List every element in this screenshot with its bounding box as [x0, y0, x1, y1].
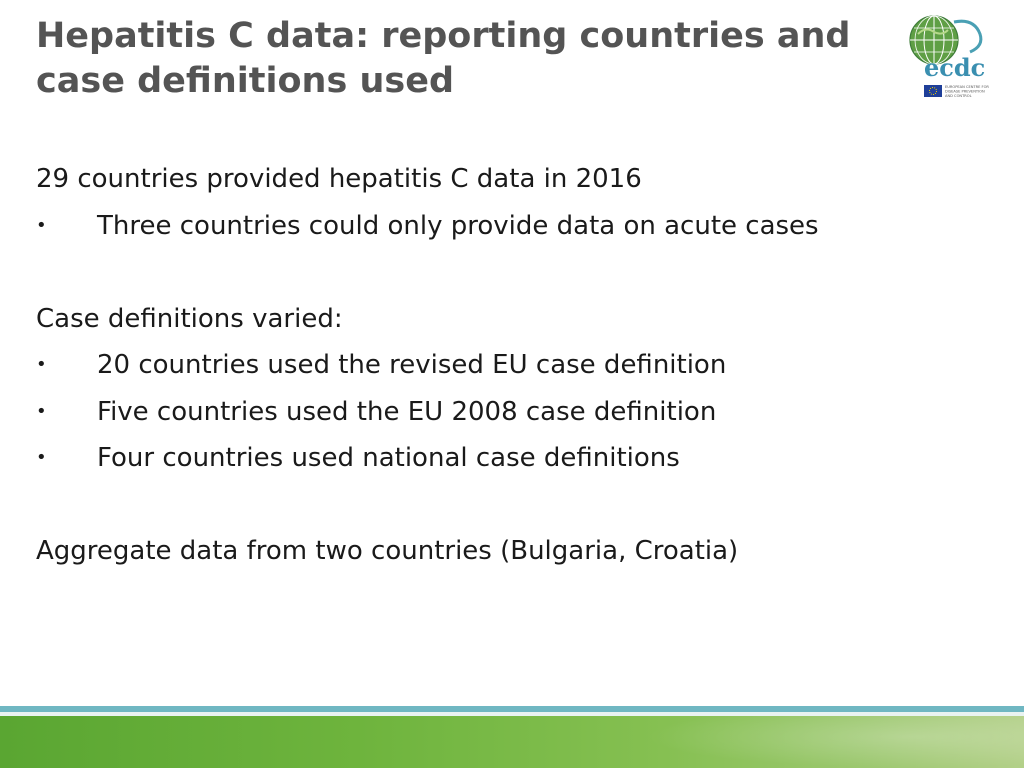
bullet-item: [36, 346, 996, 393]
bullet-text: Five countries used the EU 2008 case definition: [97, 396, 717, 427]
spacer: [36, 253, 996, 300]
ecdc-tagline-line-2: DISEASE PREVENTION: [945, 89, 985, 94]
ecdc-tagline-line-3: AND CONTROL: [945, 94, 972, 98]
slide-title: [36, 14, 876, 104]
bullet-dot: •: [36, 214, 47, 236]
bullet-dot: •: [36, 400, 47, 422]
bullet-text: 20 countries used the revised EU case definition: [97, 350, 727, 380]
eu-flag-icon: [924, 85, 942, 97]
section-2-heading: Case definitions varied:: [36, 303, 343, 334]
bullet-dot: •: [36, 354, 47, 375]
spacer: [36, 486, 996, 533]
ecdc-wordmark: ecdc: [924, 53, 986, 82]
bullet-dot: •: [36, 447, 47, 468]
footer-map-shade: [644, 716, 1024, 768]
slide-title-line-1: Hepatitis C data: reporting countries and: [36, 16, 851, 56]
bullet-item: [36, 393, 996, 440]
bullet-text: Four countries used national case definitions: [97, 443, 680, 473]
bullet-item: [36, 439, 996, 486]
section-3-heading: Aggregate data from two countries (Bulgaria, Croatia): [36, 536, 739, 566]
ecdc-tagline-line-1: EUROPEAN CENTRE FOR: [945, 85, 989, 89]
section-1-heading: 29 countries provided hepatitis C data in 2016: [36, 164, 642, 194]
bullet-item: [36, 207, 996, 254]
slide-body: [36, 160, 996, 579]
ecdc-logo-graphic: [904, 12, 1004, 102]
bullet-text: Three countries could only provide data on acute cases: [97, 210, 819, 241]
ecdc-logo: [904, 12, 1004, 102]
footer-green-band: [0, 716, 1024, 768]
slide-title-line-2: case definitions used: [36, 61, 455, 101]
